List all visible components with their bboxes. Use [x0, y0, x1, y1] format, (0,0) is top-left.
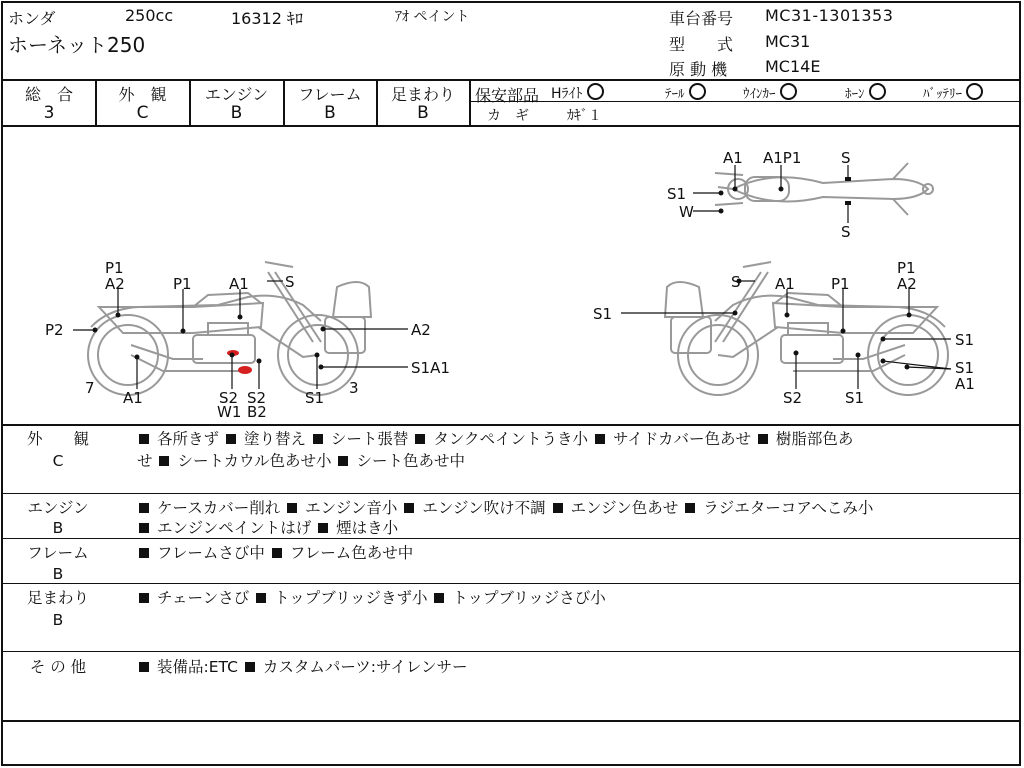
displacement: 250cc [125, 6, 174, 25]
diagram-label: A2 [105, 275, 125, 293]
diagram-label: S1 [955, 359, 975, 377]
condition-line: 装備品:ETC カスタムパーツ:サイレンサー [137, 656, 467, 678]
engine-label: 原 動 機 [669, 60, 728, 79]
score-value-suspension: B [417, 103, 429, 123]
diagram-label: P1 [897, 259, 916, 277]
bullet-square-icon [318, 523, 328, 533]
score-value-engine: B [230, 103, 243, 123]
condition-grade: B [52, 565, 64, 583]
bullet-square-icon [404, 503, 414, 513]
score-label-frame: フレーム [298, 85, 362, 104]
score-label-overall: 総 合 [24, 85, 73, 104]
ok-circle-icon [966, 83, 983, 100]
diagram-label: P1 [105, 259, 124, 277]
diagram-label: S2 [219, 389, 239, 407]
condition-label: 外 観 [26, 430, 89, 448]
diagram-label: P1 [831, 275, 850, 293]
diagram-label: W1 [217, 403, 242, 421]
bullet-square-icon [685, 503, 695, 513]
bullet-square-icon [287, 503, 297, 513]
divider [3, 79, 1019, 81]
bullet-square-icon [415, 434, 425, 444]
bullet-square-icon [313, 434, 323, 444]
score-label-engine: エンジン [204, 85, 269, 104]
condition-label: 足まわり [26, 589, 89, 607]
condition-line: エンジンペイントはげ 煙はき小 [137, 517, 398, 539]
score-value-overall: 3 [43, 103, 55, 123]
diagram-label: 7 [85, 379, 95, 397]
diagram-label: B2 [247, 403, 267, 421]
color: ｱｵ ペイント [395, 9, 470, 25]
diagram-label: P1 [173, 275, 192, 293]
score-label-suspension: 足まわり [390, 85, 455, 104]
diagram-label: A1P1 [763, 149, 802, 167]
bullet-square-icon [245, 662, 255, 672]
condition-label: フレーム [27, 544, 89, 562]
diagram-label: S [285, 273, 295, 291]
diagram-label: S1 [667, 185, 687, 203]
divider [3, 583, 1019, 584]
divider [3, 538, 1019, 539]
damage-diagram [3, 127, 1019, 425]
bullet-square-icon [226, 434, 236, 444]
left-side-view [45, 259, 450, 421]
bullet-square-icon [139, 434, 149, 444]
diagram-label: S2 [783, 389, 803, 407]
bullet-square-icon [139, 662, 149, 672]
top-view [667, 149, 933, 241]
engine-value: MC14E [765, 57, 821, 76]
frame-no-label: 車台番号 [669, 9, 734, 28]
diagram-label: S2 [247, 389, 267, 407]
diagram-label: S [841, 223, 851, 241]
safety-item-winker: ｳｲﾝｶｰ [743, 83, 797, 102]
score-label-exterior: 外 観 [118, 85, 167, 104]
key-value: ｶｷﾞ１ [567, 108, 602, 124]
diagram-label: 3 [349, 379, 359, 397]
diagram-label: A1 [723, 149, 743, 167]
right-side-view [593, 259, 975, 407]
bullet-square-icon [139, 523, 149, 533]
score-value-frame: B [324, 103, 336, 123]
condition-label: エンジン [27, 499, 89, 517]
bullet-square-icon [139, 593, 149, 603]
mileage: 16312 ｷﾛ [231, 9, 303, 28]
diagram-label: A1 [955, 375, 975, 393]
condition-line: 各所きず 塗り替え シート張替 タンクペイントうき小 サイドカバー色あせ 樹脂部色あ [137, 428, 853, 450]
bullet-square-icon [338, 456, 348, 466]
condition-label: そ の 他 [29, 658, 87, 676]
divider [469, 80, 471, 126]
condition-grade: B [52, 611, 64, 629]
bullet-square-icon [553, 503, 563, 513]
bullet-square-icon [595, 434, 605, 444]
diagram-label: S1A1 [411, 359, 450, 377]
damage-mark-icon [238, 366, 252, 374]
diagram-label: S1 [955, 331, 975, 349]
diagram-label: S1 [305, 389, 325, 407]
divider [3, 424, 1019, 426]
model-name: ホーネット250 [8, 33, 146, 57]
diagram-label: S [731, 273, 741, 291]
divider [3, 651, 1019, 652]
frame-no: MC31-1301353 [765, 6, 894, 25]
diagram-label: P2 [45, 321, 64, 339]
diagram-label: S1 [845, 389, 865, 407]
divider [3, 493, 1019, 494]
bullet-square-icon [139, 548, 149, 558]
bullet-square-icon [256, 593, 266, 603]
inspection-sheet [1, 1, 1021, 766]
bullet-square-icon [434, 593, 444, 603]
diagram-label: S1 [593, 305, 613, 323]
condition-grade: B [52, 519, 64, 537]
bullet-square-icon [758, 434, 768, 444]
bullet-square-icon [272, 548, 282, 558]
safety-item-battery: ﾊﾞｯﾃﾘｰ [923, 83, 983, 102]
condition-grade: C [52, 452, 64, 470]
diagram-label: A1 [123, 389, 143, 407]
diagram-label: S [841, 149, 851, 167]
condition-line: フレームさび中 フレーム色あせ中 [137, 542, 413, 564]
safety-item-taillight: ﾃｰﾙ [665, 83, 706, 102]
maker: ホンダ [8, 9, 56, 28]
condition-line: せ シートカウル色あせ小 シート色あせ中 [137, 452, 465, 470]
diagram-label: A2 [897, 275, 917, 293]
bullet-square-icon [159, 456, 169, 466]
type-value: MC31 [765, 32, 811, 51]
key-label: カ ギ [487, 108, 529, 124]
safety-item-headlight: Hﾗｲﾄ [551, 83, 604, 103]
condition-line: ケースカバー削れ エンジン音小 エンジン吹け不調 エンジン色あせ ラジエターコアへこみ小 [137, 497, 873, 519]
ok-circle-icon [689, 83, 706, 100]
type-label: 型 式 [669, 35, 734, 54]
divider [3, 720, 1019, 722]
condition-line: チェーンさび トップブリッジきず小 トップブリッジさび小 [137, 587, 606, 609]
ok-circle-icon [869, 83, 886, 100]
score-value-exterior: C [136, 103, 149, 123]
diagram-label: A1 [229, 275, 249, 293]
bullet-square-icon [139, 503, 149, 513]
safety-title: 保安部品 [475, 86, 540, 105]
ok-circle-icon [780, 83, 797, 100]
ok-circle-icon [587, 83, 604, 100]
diagram-label: W [679, 203, 694, 221]
safety-item-horn: ﾎｰﾝ [845, 83, 886, 102]
diagram-label: A2 [411, 321, 431, 339]
diagram-label: A1 [775, 275, 795, 293]
